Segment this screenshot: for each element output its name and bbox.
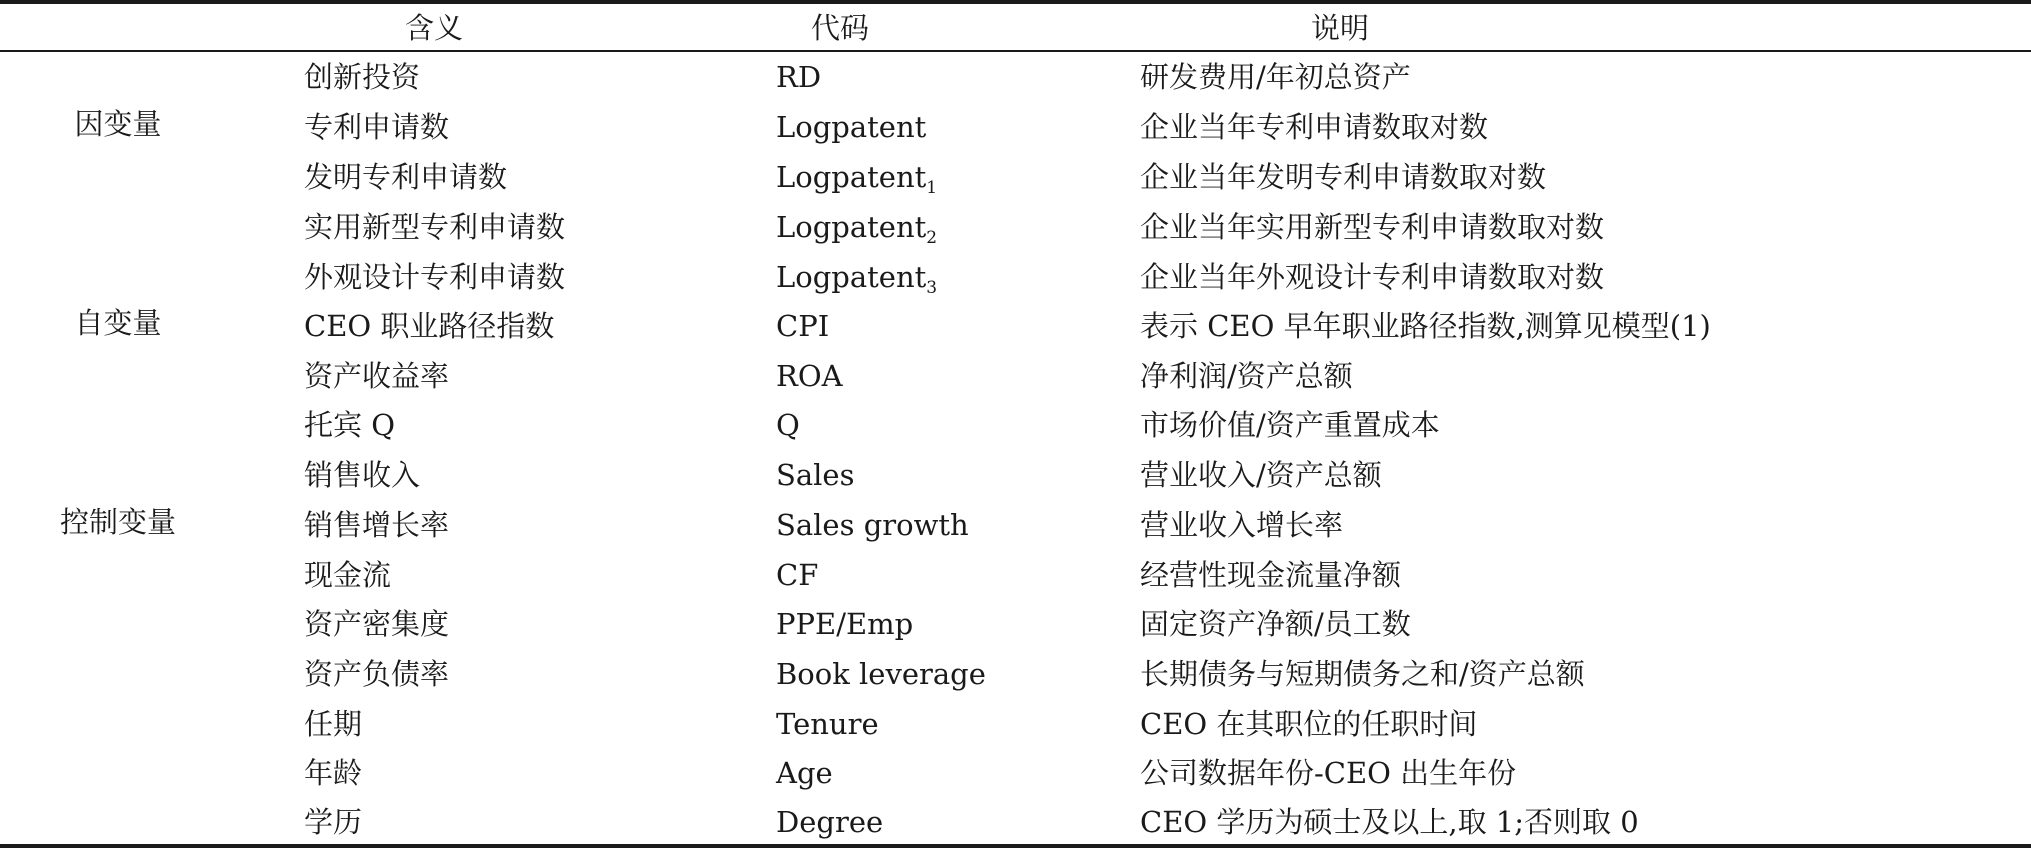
header-meaning: 含义 — [405, 11, 464, 45]
table-row — [0, 748, 2031, 798]
table-row — [0, 500, 2031, 550]
row-description: 企业当年外观设计专利申请数取对数 — [1140, 260, 1605, 294]
row-meaning: 年龄 — [304, 756, 363, 790]
row-code: Sales growth — [776, 508, 969, 542]
row-description: 研发费用/年初总资产 — [1140, 60, 1411, 94]
group-label-independent: 自变量 — [74, 306, 162, 340]
table-header-row — [0, 4, 2031, 50]
header-description: 说明 — [1311, 11, 1370, 45]
table-row — [0, 699, 2031, 749]
table-row — [0, 599, 2031, 649]
row-description: 市场价值/资产重置成本 — [1140, 408, 1440, 442]
row-description: CEO 学历为硕士及以上,取 1;否则取 0 — [1140, 805, 1639, 839]
table-row — [0, 649, 2031, 699]
row-meaning: CEO 职业路径指数 — [304, 309, 555, 343]
row-description: 公司数据年份-CEO 出生年份 — [1140, 756, 1517, 790]
row-meaning: 专利申请数 — [304, 110, 450, 144]
table-row — [0, 400, 2031, 450]
table-row — [0, 152, 2031, 202]
row-code: Logpatent$_2$ — [776, 210, 938, 248]
row-description: 净利润/资产总额 — [1140, 359, 1353, 393]
table-row — [0, 450, 2031, 500]
row-meaning: 销售增长率 — [304, 508, 450, 542]
table-row — [0, 301, 2031, 351]
row-meaning: 现金流 — [304, 558, 392, 592]
group-label-dependent: 因变量 — [74, 107, 162, 141]
header-code: 代码 — [811, 11, 870, 45]
group-label-control: 控制变量 — [59, 505, 176, 539]
table-row — [0, 52, 2031, 102]
row-code: Logpatent$_1$ — [776, 160, 938, 198]
row-code: ROA — [776, 359, 843, 393]
row-meaning: 任期 — [304, 707, 363, 741]
row-code: Tenure — [776, 707, 879, 741]
table-row — [0, 102, 2031, 152]
row-meaning: 资产负债率 — [304, 657, 450, 691]
row-code: Logpatent$_3$ — [776, 260, 938, 298]
row-code: CF — [776, 558, 819, 592]
row-code: Sales — [776, 458, 855, 492]
row-meaning: 创新投资 — [304, 60, 421, 94]
row-code: RD — [776, 60, 822, 94]
table-row — [0, 202, 2031, 252]
row-description: 长期债务与短期债务之和/资产总额 — [1140, 657, 1585, 691]
table-row — [0, 797, 2031, 847]
row-description: 经营性现金流量净额 — [1140, 558, 1402, 592]
row-description: 企业当年专利申请数取对数 — [1140, 110, 1489, 144]
row-code: Logpatent — [776, 110, 927, 144]
row-meaning: 托宾 Q — [304, 408, 395, 442]
row-code: Degree — [776, 805, 884, 839]
row-meaning: 实用新型专利申请数 — [304, 210, 566, 244]
table-bottom-rule — [0, 844, 2031, 848]
row-code: Book leverage — [776, 657, 986, 691]
table-row — [0, 252, 2031, 302]
row-meaning: 资产收益率 — [304, 359, 450, 393]
row-description: 表示 CEO 早年职业路径指数,测算见模型(1) — [1140, 309, 1711, 343]
row-code: CPI — [776, 309, 830, 343]
row-meaning: 销售收入 — [304, 458, 421, 492]
row-description: 营业收入/资产总额 — [1140, 458, 1382, 492]
row-description: 固定资产净额/员工数 — [1140, 607, 1411, 641]
row-description: CEO 在其职位的任职时间 — [1140, 707, 1478, 741]
row-description: 企业当年实用新型专利申请数取对数 — [1140, 210, 1605, 244]
row-code: Age — [776, 756, 833, 790]
row-meaning: 学历 — [304, 805, 363, 839]
table-row — [0, 550, 2031, 600]
row-meaning: 资产密集度 — [304, 607, 450, 641]
row-description: 营业收入增长率 — [1140, 508, 1344, 542]
row-code: Q — [776, 408, 800, 442]
row-meaning: 外观设计专利申请数 — [304, 260, 566, 294]
row-meaning: 发明专利申请数 — [304, 160, 508, 194]
row-description: 企业当年发明专利申请数取对数 — [1140, 160, 1547, 194]
table-row — [0, 351, 2031, 401]
row-code: PPE/Emp — [776, 607, 914, 641]
